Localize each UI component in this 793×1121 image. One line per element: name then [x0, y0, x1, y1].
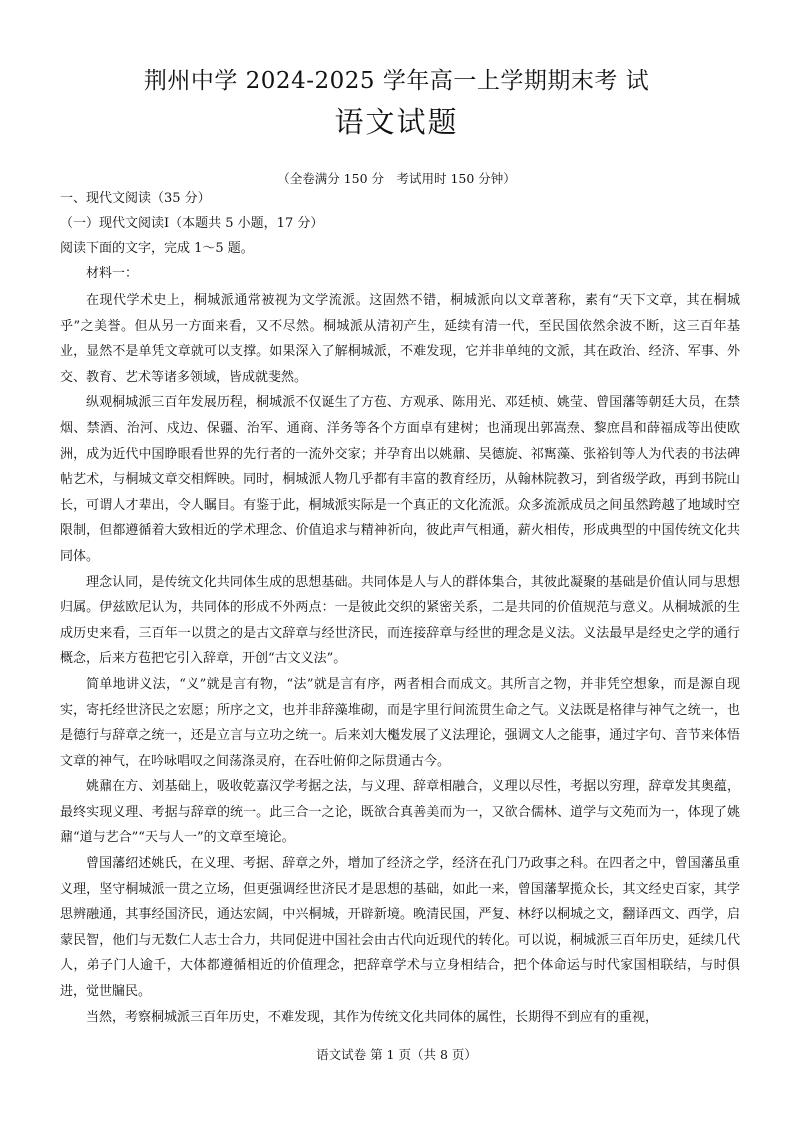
paragraph: 纵观桐城派三百年发展历程，桐城派不仅诞生了方苞、方观承、陈用光、邓廷桢、姚莹、曾国藩等朝廷大员，在禁烟、禁酒、治河、戍边、保疆、治军、通商、洋务等各个方面卓有建树；也涌现出郭嵩焘、黎庶昌和薛福成等出使欧洲，成为近代中国睁眼看世界的先行者的一流外交家；并孕育出以姚鼐、吴德旋、祁寯藻、张裕钊等人为代表的书法碑帖艺术，与桐城文章交相辉映。同时，桐城派人物几乎都有丰富的教育经历，从翰林院教习，到省级学政，再到书院山长，可谓人才辈出，令人瞩目。有鉴于此，桐城派实际是一个真正的文化流派。众多流派成员之间虽然跨越了地域时空限制，但都遵循着大致相近的学术理念、价值追求与精神祈向，彼此声气相通，薪火相传，形成典型的中国传统文化共同体。	[60, 395, 740, 564]
page-footer: 语文试卷 第 1 页（共 8 页）	[316, 1047, 477, 1062]
section-sub-heading: （一）现代文阅读Ⅰ（本题共 5 小题，17 分）	[60, 216, 324, 231]
section-instruction: 阅读下面的文字，完成 1～5 题。	[60, 241, 254, 256]
exam-title: 荆州中学 2024-2025 学年高一上学期期末考 试	[143, 68, 650, 94]
paragraph: 理念认同，是传统文化共同体生成的思想基础。共同体是人与人的群体集合，其彼此凝聚的基础是价值认同与思想归属。伊兹欧尼认为，共同体的形成不外两点：一是彼此交织的紧密关系，二是共同的价值规范与意义。从桐城派的生成历史来看，三百年一以贯之的是古文辞章与经世济民，而连接辞章与经世的理念是义法。义法最早是经史之学的通行概念，后来方苞把它引入辞章，开创“古文义法”。	[60, 574, 740, 667]
paragraph: 姚鼐在方、刘基础上，吸收乾嘉汉学考据之法，与义理、辞章相融合，义理以尽性，考据以穷理，辞章发其奥蕴，最终实现义理、考据与辞章的统一。此三合一之论，既欲合真善美而为一，又欲合儒林、道学与文苑而为一，体现了姚鼐“道与艺合”“天与人一”的文章至境论。	[60, 779, 740, 846]
exam-subject: 语文试题	[334, 105, 459, 139]
article-body	[60, 288, 740, 1030]
paragraph: 曾国藩绍述姚氏，在义理、考据、辞章之外，增加了经济之学，经济在孔门乃政事之科。在四者之中，曾国藩虽重义理，坚守桐城派一贯之立场，但更强调经世济民才是思想的基础，如此一来，曾国藩挈揽众长，其文经史百家，其学思辨融通，其事经国济民，通达宏阔，中兴桐城，开辟新境。晚清民国，严复、林纾以桐城之文，翻译西文、西学，启蒙民智，他们与无数仁人志士合力，共同促进中国社会由古代向近现代的转化。可以说，桐城派三百年历史，延续几代人，弟子门人逾千，大体都遵循相近的价值理念，把辞章学术与立身相结合，把个体命运与时代家国相联结，与时俱进，觉世牖民。	[60, 856, 740, 1000]
paragraph: 在现代学术史上，桐城派通常被视为文学流派。这固然不错，桐城派向以文章著称，素有“天下文章，其在桐城乎”之美誉。但从另一方面来看，又不尽然。桐城派从清初产生，延续有清一代，至民国依然余波不断，这三百年基业，显然不是单凭文章就可以支撑。如果深入了解桐城派，不难发现，它并非单纯的文派，其在政治、经济、军事、外交、教育、艺术等诸多领域，皆成就斐然。	[60, 293, 740, 385]
exam-meta: （全卷满分 150 分 考试用时 150 分钟）	[277, 171, 516, 186]
paragraph: 简单地讲义法，“义”就是言有物，“法”就是言有序，两者相合而成文。其所言之物，并非凭空想象，而是源自现实，寄托经世济民之宏愿；所序之文，也并非辞藻堆砌，而是字里行间流贯生命之气。义法既是格律与神气之统一，也是德行与辞章之统一，还是立言与立功之统一。后来刘大櫆发展了义法理论，强调文人之能事，通过字句、音节来体悟文章的神气，在吟咏唱叹之间荡涤灵府，在吞吐俯仰之际贯通古今。	[60, 676, 740, 769]
section-heading: 一、现代文阅读（35 分）	[60, 191, 211, 206]
paragraph: 当然，考察桐城派三百年历史，不难发现，其作为传统文化共同体的属性，长期得不到应有的重视，	[86, 1009, 659, 1025]
material-label: 材料一：	[86, 266, 139, 281]
